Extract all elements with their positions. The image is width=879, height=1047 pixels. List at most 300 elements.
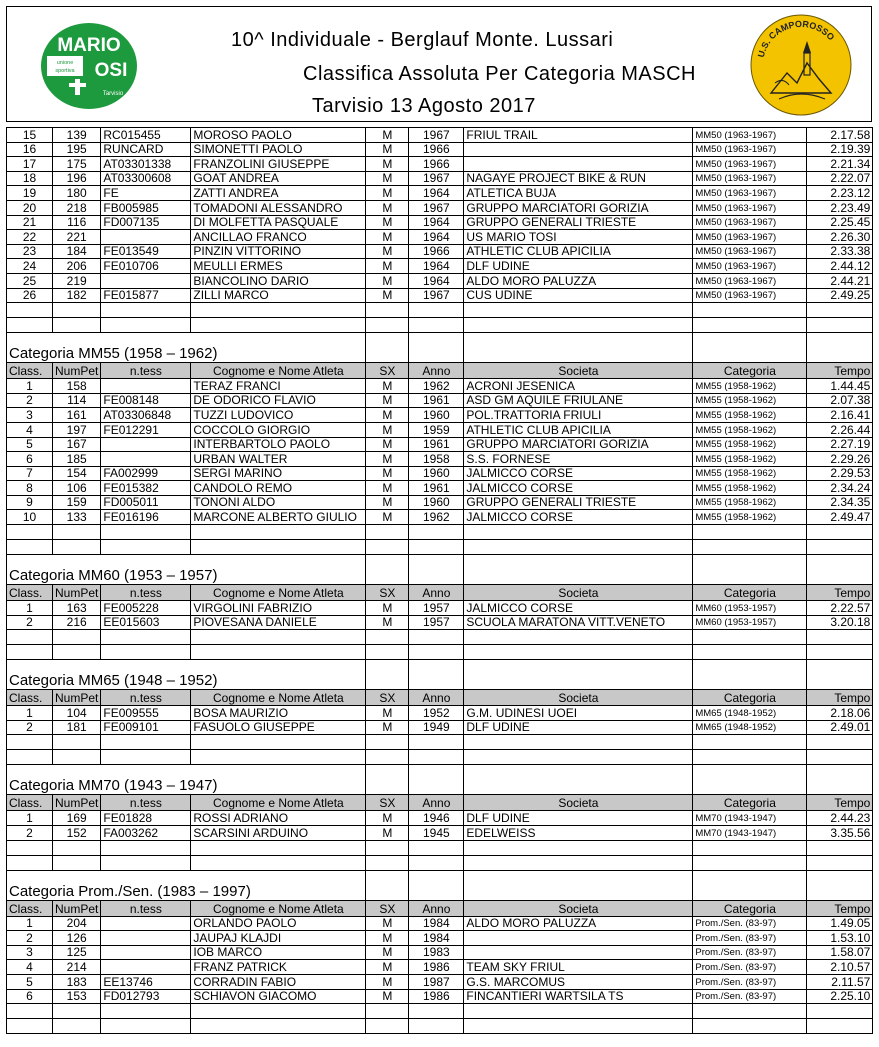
cell-categoria: MM50 (1963-1967)	[693, 273, 807, 288]
us-camporosso-logo	[749, 13, 853, 117]
empty-cell	[53, 645, 101, 660]
cell-tempo: 2.23.49	[807, 200, 873, 215]
cell-ntess: FA002999	[101, 466, 191, 481]
column-header-categoria: Categoria	[693, 363, 807, 379]
table-row	[7, 186, 873, 201]
category-title-row	[7, 765, 873, 795]
cell-categoria: MM70 (1943-1947)	[693, 826, 807, 841]
cell-categoria: MM50 (1963-1967)	[693, 128, 807, 143]
cell-sx: M	[366, 466, 409, 481]
cell-societa	[464, 931, 693, 946]
cell-athlete: ANCILLAO FRANCO	[191, 230, 366, 245]
column-header-sx: SX	[366, 795, 409, 811]
cell-numpet: 153	[53, 989, 101, 1004]
table-row	[7, 931, 873, 946]
cell-sx: M	[366, 811, 409, 826]
column-header-numpet: NumPet	[53, 363, 101, 379]
column-header-class: Class.	[7, 795, 53, 811]
column-header-tempo: Tempo	[807, 900, 873, 916]
table-row	[7, 481, 873, 496]
cell-anno: 1964	[409, 259, 464, 274]
column-header-societa: Societa	[464, 795, 693, 811]
category-title: Categoria MM65 (1948 – 1952)	[7, 660, 366, 690]
cell-ntess: FE010706	[101, 259, 191, 274]
cell-athlete: BIANCOLINO DARIO	[191, 273, 366, 288]
cell-categoria: MM55 (1958-1962)	[693, 481, 807, 496]
empty-cell	[409, 1004, 464, 1019]
category-title: Categoria Prom./Sen. (1983 – 1997)	[7, 870, 366, 900]
empty-cell	[191, 1004, 366, 1019]
cell-categoria: MM50 (1963-1967)	[693, 171, 807, 186]
cell-categoria: MM55 (1958-1962)	[693, 452, 807, 467]
empty-cell	[366, 318, 409, 333]
category-title: Categoria MM55 (1958 – 1962)	[7, 333, 366, 363]
empty-cell	[191, 750, 366, 765]
cell-anno: 1961	[409, 481, 464, 496]
empty-cell	[807, 540, 873, 555]
cell-class: 6	[7, 452, 53, 467]
empty-cell	[807, 630, 873, 645]
cell-ntess: FD005011	[101, 495, 191, 510]
cell-tempo: 2.49.47	[807, 510, 873, 525]
empty-cell	[464, 1019, 693, 1034]
cell-tempo: 2.16.41	[807, 408, 873, 423]
cell-class: 5	[7, 437, 53, 452]
column-header-row	[7, 795, 873, 811]
cell-ntess: FE01828	[101, 811, 191, 826]
cell-numpet: 180	[53, 186, 101, 201]
cell-athlete: INTERBARTOLO PAOLO	[191, 437, 366, 452]
empty-cell	[366, 660, 409, 690]
logo-left-small3: Tarvisio	[102, 91, 124, 97]
empty-cell	[693, 630, 807, 645]
empty-cell	[191, 735, 366, 750]
cell-societa: POL.TRATTORIA FRIULI	[464, 408, 693, 423]
empty-cell	[101, 735, 191, 750]
cell-ntess: RC015455	[101, 128, 191, 143]
column-header-row	[7, 363, 873, 379]
cell-societa: ASD GM AQUILE FRIULANE	[464, 393, 693, 408]
column-header-sx: SX	[366, 585, 409, 601]
empty-cell	[53, 1004, 101, 1019]
cell-sx: M	[366, 931, 409, 946]
cell-anno: 1949	[409, 720, 464, 735]
empty-cell	[191, 525, 366, 540]
cell-class: 7	[7, 466, 53, 481]
cell-societa: DLF UDINE	[464, 259, 693, 274]
empty-cell	[101, 855, 191, 870]
empty-cell	[101, 303, 191, 318]
cell-anno: 1967	[409, 128, 464, 143]
cell-athlete: MEULLI ERMES	[191, 259, 366, 274]
cell-numpet: 221	[53, 230, 101, 245]
empty-cell	[464, 855, 693, 870]
empty-cell	[807, 870, 873, 900]
cell-societa: ATLETICA BUJA	[464, 186, 693, 201]
cell-class: 24	[7, 259, 53, 274]
column-header-ntess: n.tess	[101, 363, 191, 379]
empty-cell	[191, 840, 366, 855]
empty-cell	[366, 540, 409, 555]
column-header-societa: Societa	[464, 363, 693, 379]
cell-sx: M	[366, 452, 409, 467]
blank-row	[7, 1004, 873, 1019]
empty-cell	[693, 765, 807, 795]
column-header-ntess: n.tess	[101, 795, 191, 811]
cell-class: 9	[7, 495, 53, 510]
empty-cell	[807, 735, 873, 750]
cell-ntess: FE015382	[101, 481, 191, 496]
cell-societa: NAGAYE PROJECT BIKE & RUN	[464, 171, 693, 186]
table-row	[7, 706, 873, 721]
cell-athlete: JAUPAJ KLAJDI	[191, 931, 366, 946]
cell-tempo: 2.34.24	[807, 481, 873, 496]
empty-cell	[409, 525, 464, 540]
cell-numpet: 184	[53, 244, 101, 259]
cell-ntess	[101, 960, 191, 975]
cell-ntess	[101, 230, 191, 245]
empty-cell	[409, 303, 464, 318]
empty-cell	[366, 555, 409, 585]
empty-cell	[693, 870, 807, 900]
cell-anno: 1966	[409, 142, 464, 157]
column-header-tempo: Tempo	[807, 363, 873, 379]
cell-athlete: TOMADONI ALESSANDRO	[191, 200, 366, 215]
table-row	[7, 408, 873, 423]
cell-anno: 1967	[409, 288, 464, 303]
cell-tempo: 2.21.34	[807, 157, 873, 172]
blank-row	[7, 855, 873, 870]
cell-anno: 1986	[409, 960, 464, 975]
empty-cell	[693, 555, 807, 585]
empty-cell	[693, 645, 807, 660]
empty-cell	[693, 750, 807, 765]
cell-sx: M	[366, 826, 409, 841]
cell-athlete: ORLANDO PAOLO	[191, 916, 366, 931]
cell-athlete: SIMONETTI PAOLO	[191, 142, 366, 157]
cell-ntess	[101, 273, 191, 288]
cell-sx: M	[366, 422, 409, 437]
cell-sx: M	[366, 601, 409, 616]
cell-societa: SCUOLA MARATONA VITT.VENETO	[464, 615, 693, 630]
cell-tempo: 2.34.35	[807, 495, 873, 510]
empty-cell	[409, 555, 464, 585]
cell-tempo: 1.53.10	[807, 931, 873, 946]
empty-cell	[53, 630, 101, 645]
cell-tempo: 2.22.07	[807, 171, 873, 186]
empty-cell	[807, 765, 873, 795]
empty-cell	[693, 735, 807, 750]
empty-cell	[409, 870, 464, 900]
cell-sx: M	[366, 510, 409, 525]
logo-left-small2: sportiva	[55, 68, 75, 74]
table-row	[7, 273, 873, 288]
empty-cell	[7, 1004, 53, 1019]
cell-numpet: 167	[53, 437, 101, 452]
cell-categoria: MM50 (1963-1967)	[693, 215, 807, 230]
cell-athlete: FASUOLO GIUSEPPE	[191, 720, 366, 735]
event-location-date: Tarvisio 13 Agosto 2017	[312, 95, 536, 117]
blank-row	[7, 540, 873, 555]
empty-cell	[807, 750, 873, 765]
cell-ntess: FE012291	[101, 422, 191, 437]
empty-cell	[693, 333, 807, 363]
table-row	[7, 128, 873, 143]
empty-cell	[464, 555, 693, 585]
cell-anno: 1984	[409, 916, 464, 931]
cell-ntess: FE008148	[101, 393, 191, 408]
cell-athlete: SERGI MARINO	[191, 466, 366, 481]
cell-ntess: FB005985	[101, 200, 191, 215]
cell-anno: 1946	[409, 811, 464, 826]
empty-cell	[409, 750, 464, 765]
cell-numpet: 152	[53, 826, 101, 841]
empty-cell	[7, 645, 53, 660]
cell-societa: JALMICCO CORSE	[464, 481, 693, 496]
cell-tempo: 2.29.26	[807, 452, 873, 467]
cell-ntess: FE	[101, 186, 191, 201]
column-header-numpet: NumPet	[53, 585, 101, 601]
empty-cell	[191, 303, 366, 318]
cell-athlete: FRANZOLINI GIUSEPPE	[191, 157, 366, 172]
table-row	[7, 200, 873, 215]
cell-anno: 1961	[409, 437, 464, 452]
empty-cell	[7, 855, 53, 870]
cell-class: 6	[7, 989, 53, 1004]
column-header-sx: SX	[366, 363, 409, 379]
cell-sx: M	[366, 259, 409, 274]
empty-cell	[7, 525, 53, 540]
us-mario-tosi-logo	[39, 21, 139, 111]
empty-cell	[101, 645, 191, 660]
column-header-anno: Anno	[409, 900, 464, 916]
cell-sx: M	[366, 989, 409, 1004]
cell-sx: M	[366, 230, 409, 245]
cell-categoria: MM50 (1963-1967)	[693, 230, 807, 245]
empty-cell	[693, 840, 807, 855]
table-row	[7, 393, 873, 408]
cell-categoria: MM50 (1963-1967)	[693, 142, 807, 157]
cell-numpet: 169	[53, 811, 101, 826]
cell-numpet: 114	[53, 393, 101, 408]
cell-athlete: URBAN WALTER	[191, 452, 366, 467]
empty-cell	[366, 765, 409, 795]
cell-class: 2	[7, 393, 53, 408]
cell-sx: M	[366, 142, 409, 157]
empty-cell	[101, 540, 191, 555]
table-row	[7, 215, 873, 230]
cell-sx: M	[366, 615, 409, 630]
cell-categoria: MM55 (1958-1962)	[693, 437, 807, 452]
empty-cell	[693, 525, 807, 540]
empty-cell	[7, 735, 53, 750]
cell-athlete: ZILLI MARCO	[191, 288, 366, 303]
cell-ntess: AT03301338	[101, 157, 191, 172]
cell-societa: ALDO MORO PALUZZA	[464, 916, 693, 931]
cell-numpet: 218	[53, 200, 101, 215]
cell-ntess	[101, 452, 191, 467]
column-header-class: Class.	[7, 690, 53, 706]
empty-cell	[464, 1004, 693, 1019]
cell-class: 23	[7, 244, 53, 259]
cell-ntess	[101, 945, 191, 960]
cell-ntess: FD012793	[101, 989, 191, 1004]
cell-categoria: MM55 (1958-1962)	[693, 510, 807, 525]
cell-athlete: SCHIAVON GIACOMO	[191, 989, 366, 1004]
empty-cell	[409, 1019, 464, 1034]
cell-athlete: CANDOLO REMO	[191, 481, 366, 496]
empty-cell	[409, 645, 464, 660]
cell-class: 1	[7, 601, 53, 616]
cell-ntess: EE015603	[101, 615, 191, 630]
cell-categoria: MM60 (1953-1957)	[693, 601, 807, 616]
cell-categoria: MM55 (1958-1962)	[693, 466, 807, 481]
cell-sx: M	[366, 393, 409, 408]
empty-cell	[807, 645, 873, 660]
column-header-row	[7, 900, 873, 916]
cell-categoria: Prom./Sen. (83-97)	[693, 975, 807, 990]
column-header-row	[7, 690, 873, 706]
category-title: Categoria MM70 (1943 – 1947)	[7, 765, 366, 795]
empty-cell	[464, 750, 693, 765]
blank-row	[7, 303, 873, 318]
cell-numpet: 185	[53, 452, 101, 467]
cell-anno: 1962	[409, 510, 464, 525]
document-title: 10^ Individuale - Berglauf Monte. Lussari	[231, 29, 614, 51]
cell-ntess: EE13746	[101, 975, 191, 990]
column-header-anno: Anno	[409, 690, 464, 706]
table-row	[7, 142, 873, 157]
cell-societa	[464, 157, 693, 172]
column-header-tempo: Tempo	[807, 585, 873, 601]
column-header-numpet: NumPet	[53, 900, 101, 916]
table-row	[7, 916, 873, 931]
cell-ntess: FD007135	[101, 215, 191, 230]
empty-cell	[366, 840, 409, 855]
column-header-sx: SX	[366, 900, 409, 916]
cell-ntess	[101, 931, 191, 946]
cell-societa: ALDO MORO PALUZZA	[464, 273, 693, 288]
column-header-numpet: NumPet	[53, 690, 101, 706]
cell-class: 1	[7, 811, 53, 826]
cell-ntess: RUNCARD	[101, 142, 191, 157]
cell-athlete: MARCONE ALBERTO GIULIO	[191, 510, 366, 525]
cell-class: 21	[7, 215, 53, 230]
table-row	[7, 288, 873, 303]
cell-class: 2	[7, 931, 53, 946]
cell-tempo: 3.20.18	[807, 615, 873, 630]
cell-categoria: MM50 (1963-1967)	[693, 157, 807, 172]
cell-categoria: MM60 (1953-1957)	[693, 615, 807, 630]
cell-sx: M	[366, 706, 409, 721]
cell-anno: 1966	[409, 157, 464, 172]
empty-cell	[191, 540, 366, 555]
cell-athlete: TUZZI LUDOVICO	[191, 408, 366, 423]
cell-sx: M	[366, 186, 409, 201]
empty-cell	[7, 750, 53, 765]
cell-tempo: 2.07.38	[807, 393, 873, 408]
empty-cell	[807, 660, 873, 690]
cell-categoria: MM65 (1948-1952)	[693, 706, 807, 721]
table-row	[7, 510, 873, 525]
cell-tempo: 2.19.39	[807, 142, 873, 157]
table-row	[7, 244, 873, 259]
cell-anno: 1964	[409, 215, 464, 230]
empty-cell	[807, 555, 873, 585]
table-row	[7, 826, 873, 841]
cell-categoria: Prom./Sen. (83-97)	[693, 960, 807, 975]
empty-cell	[807, 855, 873, 870]
table-row	[7, 259, 873, 274]
cell-societa: ATHLETIC CLUB APICILIA	[464, 244, 693, 259]
column-header-athlete: Cognome e Nome Atleta	[191, 690, 366, 706]
cell-ntess: FE015877	[101, 288, 191, 303]
empty-cell	[366, 750, 409, 765]
cell-numpet: 219	[53, 273, 101, 288]
logo-right-text: U.S. CAMPOROSSO	[755, 18, 837, 59]
empty-cell	[409, 840, 464, 855]
cell-societa: ATHLETIC CLUB APICILIA	[464, 422, 693, 437]
cell-sx: M	[366, 157, 409, 172]
cell-anno: 1966	[409, 244, 464, 259]
cell-societa: EDELWEISS	[464, 826, 693, 841]
empty-cell	[53, 750, 101, 765]
cell-tempo: 2.26.44	[807, 422, 873, 437]
cell-tempo: 2.29.53	[807, 466, 873, 481]
cell-categoria: MM50 (1963-1967)	[693, 259, 807, 274]
column-header-numpet: NumPet	[53, 795, 101, 811]
cell-numpet: 197	[53, 422, 101, 437]
cell-sx: M	[366, 481, 409, 496]
column-header-categoria: Categoria	[693, 690, 807, 706]
category-title-row	[7, 333, 873, 363]
column-header-athlete: Cognome e Nome Atleta	[191, 795, 366, 811]
empty-cell	[409, 735, 464, 750]
cell-tempo: 2.25.45	[807, 215, 873, 230]
cell-tempo: 2.33.38	[807, 244, 873, 259]
column-header-categoria: Categoria	[693, 585, 807, 601]
empty-cell	[693, 1019, 807, 1034]
table-row	[7, 975, 873, 990]
cell-numpet: 183	[53, 975, 101, 990]
category-title-row	[7, 870, 873, 900]
empty-cell	[807, 1004, 873, 1019]
empty-cell	[101, 750, 191, 765]
blank-row	[7, 735, 873, 750]
empty-cell	[7, 1019, 53, 1034]
cell-tempo: 2.26.30	[807, 230, 873, 245]
cell-sx: M	[366, 408, 409, 423]
cell-class: 1	[7, 706, 53, 721]
empty-cell	[693, 660, 807, 690]
cell-athlete: BOSA MAURIZIO	[191, 706, 366, 721]
empty-cell	[409, 765, 464, 795]
cell-categoria: MM55 (1958-1962)	[693, 379, 807, 394]
cell-categoria: Prom./Sen. (83-97)	[693, 945, 807, 960]
empty-cell	[409, 318, 464, 333]
cell-numpet: 159	[53, 495, 101, 510]
cell-sx: M	[366, 945, 409, 960]
cell-class: 17	[7, 157, 53, 172]
empty-cell	[464, 735, 693, 750]
empty-cell	[366, 333, 409, 363]
cell-ntess: FE005228	[101, 601, 191, 616]
cell-categoria: MM50 (1963-1967)	[693, 186, 807, 201]
cell-societa: GRUPPO MARCIATORI GORIZIA	[464, 437, 693, 452]
cell-numpet: 154	[53, 466, 101, 481]
empty-cell	[53, 735, 101, 750]
cell-sx: M	[366, 495, 409, 510]
